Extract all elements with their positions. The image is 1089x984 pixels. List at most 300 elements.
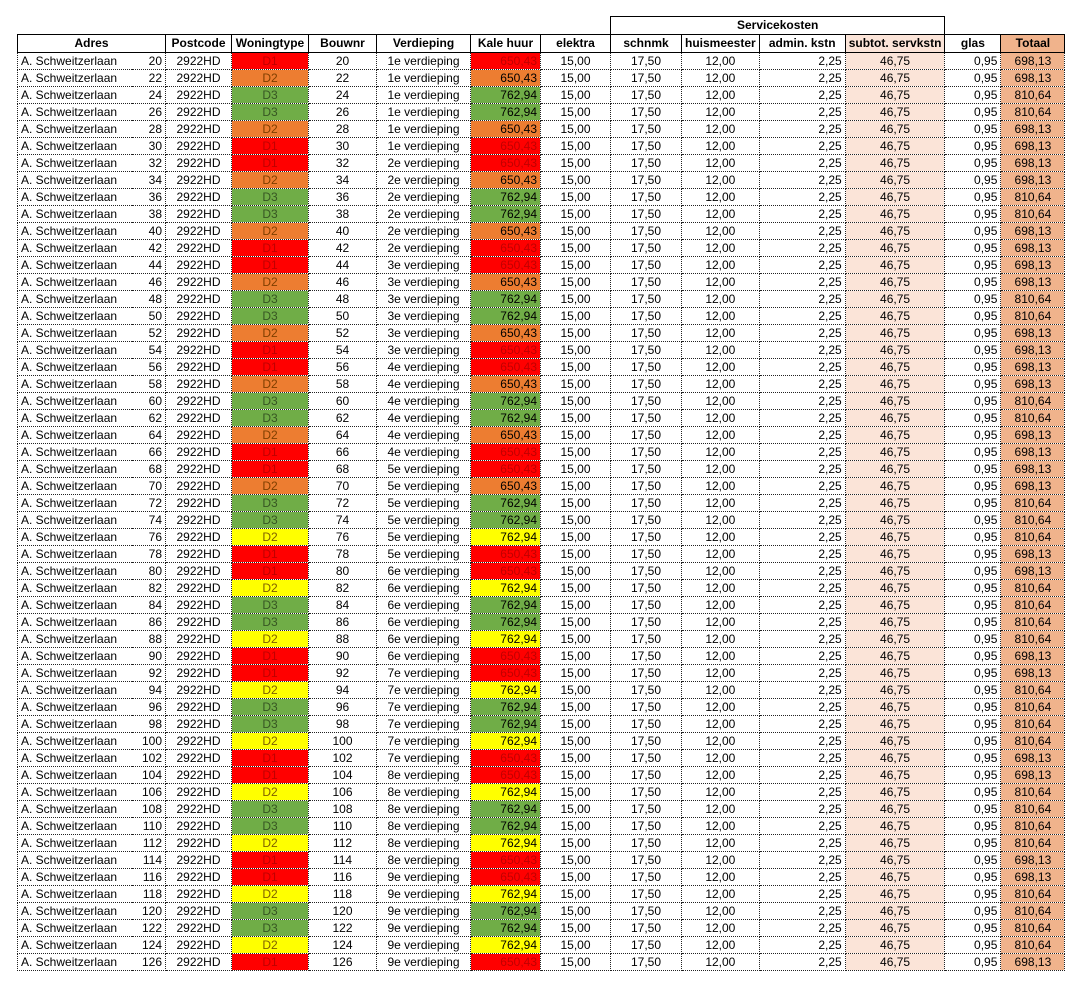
cell-postcode[interactable]: 2922HD: [166, 376, 232, 393]
cell-admin-kstn[interactable]: 2,25: [759, 121, 845, 138]
cell-kale-huur[interactable]: 650,43: [471, 325, 541, 342]
cell-elektra[interactable]: 15,00: [541, 716, 611, 733]
cell-kale-huur[interactable]: 762,94: [471, 410, 541, 427]
cell-elektra[interactable]: 15,00: [541, 631, 611, 648]
cell-totaal[interactable]: 698,13: [1001, 444, 1065, 461]
cell-kale-huur[interactable]: 650,43: [471, 427, 541, 444]
cell-woningtype[interactable]: D3: [232, 699, 309, 716]
cell-woningtype[interactable]: D3: [232, 104, 309, 121]
cell-postcode[interactable]: 2922HD: [166, 172, 232, 189]
cell-glas[interactable]: 0,95: [945, 155, 1001, 172]
cell-glas[interactable]: 0,95: [945, 138, 1001, 155]
cell-kale-huur[interactable]: 650,43: [471, 546, 541, 563]
cell-bouwnr[interactable]: 62: [309, 410, 377, 427]
cell-verdieping[interactable]: 8e verdieping: [377, 784, 471, 801]
cell-totaal[interactable]: 698,13: [1001, 240, 1065, 257]
cell-postcode[interactable]: 2922HD: [166, 699, 232, 716]
cell-glas[interactable]: 0,95: [945, 410, 1001, 427]
cell-subtotal[interactable]: 46,75: [845, 308, 945, 325]
cell-postcode[interactable]: 2922HD: [166, 614, 232, 631]
cell-verdieping[interactable]: 4e verdieping: [377, 359, 471, 376]
cell-woningtype[interactable]: D3: [232, 206, 309, 223]
cell-admin-kstn[interactable]: 2,25: [759, 648, 845, 665]
cell-glas[interactable]: 0,95: [945, 665, 1001, 682]
cell-subtotal[interactable]: 46,75: [845, 155, 945, 172]
cell-subtotal[interactable]: 46,75: [845, 529, 945, 546]
cell-admin-kstn[interactable]: 2,25: [759, 937, 845, 954]
cell-glas[interactable]: 0,95: [945, 563, 1001, 580]
cell-subtotal[interactable]: 46,75: [845, 359, 945, 376]
cell-glas[interactable]: 0,95: [945, 172, 1001, 189]
cell-postcode[interactable]: 2922HD: [166, 308, 232, 325]
cell-glas[interactable]: 0,95: [945, 767, 1001, 784]
cell-house-number[interactable]: 96: [132, 699, 166, 716]
cell-woningtype[interactable]: D3: [232, 308, 309, 325]
cell-house-number[interactable]: 60: [132, 393, 166, 410]
cell-totaal[interactable]: 698,13: [1001, 53, 1065, 70]
cell-schnmk[interactable]: 17,50: [611, 512, 682, 529]
cell-bouwnr[interactable]: 20: [309, 53, 377, 70]
cell-bouwnr[interactable]: 94: [309, 682, 377, 699]
cell-elektra[interactable]: 15,00: [541, 682, 611, 699]
cell-kale-huur[interactable]: 650,43: [471, 954, 541, 971]
cell-elektra[interactable]: 15,00: [541, 274, 611, 291]
cell-totaal[interactable]: 810,64: [1001, 104, 1065, 121]
cell-bouwnr[interactable]: 88: [309, 631, 377, 648]
cell-woningtype[interactable]: D2: [232, 529, 309, 546]
cell-elektra[interactable]: 15,00: [541, 478, 611, 495]
cell-elektra[interactable]: 15,00: [541, 308, 611, 325]
cell-kale-huur[interactable]: 650,43: [471, 563, 541, 580]
cell-woningtype[interactable]: D3: [232, 189, 309, 206]
cell-postcode[interactable]: 2922HD: [166, 223, 232, 240]
cell-subtotal[interactable]: 46,75: [845, 410, 945, 427]
cell-postcode[interactable]: 2922HD: [166, 631, 232, 648]
cell-woningtype[interactable]: D1: [232, 750, 309, 767]
cell-verdieping[interactable]: 2e verdieping: [377, 172, 471, 189]
cell-elektra[interactable]: 15,00: [541, 733, 611, 750]
cell-elektra[interactable]: 15,00: [541, 342, 611, 359]
cell-huismeester[interactable]: 12,00: [682, 920, 760, 937]
cell-verdieping[interactable]: 5e verdieping: [377, 478, 471, 495]
cell-street[interactable]: A. Schweitzerlaan: [18, 359, 132, 376]
cell-elektra[interactable]: 15,00: [541, 665, 611, 682]
cell-woningtype[interactable]: D1: [232, 444, 309, 461]
cell-elektra[interactable]: 15,00: [541, 835, 611, 852]
cell-postcode[interactable]: 2922HD: [166, 53, 232, 70]
cell-subtotal[interactable]: 46,75: [845, 172, 945, 189]
cell-house-number[interactable]: 40: [132, 223, 166, 240]
cell-elektra[interactable]: 15,00: [541, 121, 611, 138]
cell-huismeester[interactable]: 12,00: [682, 70, 760, 87]
cell-postcode[interactable]: 2922HD: [166, 818, 232, 835]
cell-kale-huur[interactable]: 650,43: [471, 750, 541, 767]
cell-glas[interactable]: 0,95: [945, 920, 1001, 937]
cell-glas[interactable]: 0,95: [945, 835, 1001, 852]
cell-schnmk[interactable]: 17,50: [611, 427, 682, 444]
cell-huismeester[interactable]: 12,00: [682, 563, 760, 580]
cell-admin-kstn[interactable]: 2,25: [759, 274, 845, 291]
cell-totaal[interactable]: 810,64: [1001, 784, 1065, 801]
cell-street[interactable]: A. Schweitzerlaan: [18, 546, 132, 563]
cell-schnmk[interactable]: 17,50: [611, 87, 682, 104]
cell-woningtype[interactable]: D2: [232, 784, 309, 801]
cell-house-number[interactable]: 114: [132, 852, 166, 869]
cell-street[interactable]: A. Schweitzerlaan: [18, 155, 132, 172]
cell-admin-kstn[interactable]: 2,25: [759, 70, 845, 87]
cell-admin-kstn[interactable]: 2,25: [759, 784, 845, 801]
cell-huismeester[interactable]: 12,00: [682, 818, 760, 835]
cell-admin-kstn[interactable]: 2,25: [759, 138, 845, 155]
cell-admin-kstn[interactable]: 2,25: [759, 614, 845, 631]
cell-totaal[interactable]: 810,64: [1001, 920, 1065, 937]
cell-street[interactable]: A. Schweitzerlaan: [18, 393, 132, 410]
cell-house-number[interactable]: 20: [132, 53, 166, 70]
cell-glas[interactable]: 0,95: [945, 937, 1001, 954]
cell-schnmk[interactable]: 17,50: [611, 376, 682, 393]
cell-elektra[interactable]: 15,00: [541, 529, 611, 546]
cell-house-number[interactable]: 94: [132, 682, 166, 699]
cell-verdieping[interactable]: 2e verdieping: [377, 155, 471, 172]
cell-huismeester[interactable]: 12,00: [682, 223, 760, 240]
cell-postcode[interactable]: 2922HD: [166, 869, 232, 886]
cell-street[interactable]: A. Schweitzerlaan: [18, 631, 132, 648]
cell-subtotal[interactable]: 46,75: [845, 444, 945, 461]
cell-verdieping[interactable]: 9e verdieping: [377, 886, 471, 903]
cell-kale-huur[interactable]: 762,94: [471, 886, 541, 903]
cell-kale-huur[interactable]: 762,94: [471, 308, 541, 325]
cell-verdieping[interactable]: 3e verdieping: [377, 291, 471, 308]
cell-totaal[interactable]: 698,13: [1001, 767, 1065, 784]
col-header-totaal[interactable]: Totaal: [1001, 35, 1065, 53]
cell-bouwnr[interactable]: 34: [309, 172, 377, 189]
cell-woningtype[interactable]: D1: [232, 546, 309, 563]
cell-glas[interactable]: 0,95: [945, 512, 1001, 529]
cell-verdieping[interactable]: 1e verdieping: [377, 121, 471, 138]
cell-kale-huur[interactable]: 762,94: [471, 733, 541, 750]
cell-totaal[interactable]: 810,64: [1001, 597, 1065, 614]
cell-house-number[interactable]: 110: [132, 818, 166, 835]
cell-admin-kstn[interactable]: 2,25: [759, 87, 845, 104]
cell-admin-kstn[interactable]: 2,25: [759, 342, 845, 359]
cell-verdieping[interactable]: 7e verdieping: [377, 665, 471, 682]
cell-house-number[interactable]: 52: [132, 325, 166, 342]
cell-house-number[interactable]: 58: [132, 376, 166, 393]
cell-admin-kstn[interactable]: 2,25: [759, 580, 845, 597]
cell-schnmk[interactable]: 17,50: [611, 274, 682, 291]
cell-schnmk[interactable]: 17,50: [611, 478, 682, 495]
cell-kale-huur[interactable]: 762,94: [471, 835, 541, 852]
cell-huismeester[interactable]: 12,00: [682, 138, 760, 155]
cell-street[interactable]: A. Schweitzerlaan: [18, 937, 132, 954]
cell-street[interactable]: A. Schweitzerlaan: [18, 682, 132, 699]
cell-bouwnr[interactable]: 100: [309, 733, 377, 750]
cell-schnmk[interactable]: 17,50: [611, 121, 682, 138]
cell-verdieping[interactable]: 4e verdieping: [377, 427, 471, 444]
cell-verdieping[interactable]: 8e verdieping: [377, 818, 471, 835]
cell-bouwnr[interactable]: 90: [309, 648, 377, 665]
cell-huismeester[interactable]: 12,00: [682, 495, 760, 512]
cell-totaal[interactable]: 698,13: [1001, 172, 1065, 189]
cell-elektra[interactable]: 15,00: [541, 461, 611, 478]
cell-glas[interactable]: 0,95: [945, 818, 1001, 835]
cell-kale-huur[interactable]: 762,94: [471, 716, 541, 733]
cell-elektra[interactable]: 15,00: [541, 393, 611, 410]
cell-bouwnr[interactable]: 40: [309, 223, 377, 240]
cell-admin-kstn[interactable]: 2,25: [759, 512, 845, 529]
cell-bouwnr[interactable]: 120: [309, 903, 377, 920]
cell-totaal[interactable]: 698,13: [1001, 325, 1065, 342]
cell-kale-huur[interactable]: 762,94: [471, 597, 541, 614]
cell-postcode[interactable]: 2922HD: [166, 563, 232, 580]
cell-huismeester[interactable]: 12,00: [682, 597, 760, 614]
cell-schnmk[interactable]: 17,50: [611, 903, 682, 920]
cell-house-number[interactable]: 102: [132, 750, 166, 767]
cell-bouwnr[interactable]: 98: [309, 716, 377, 733]
cell-woningtype[interactable]: D2: [232, 121, 309, 138]
cell-postcode[interactable]: 2922HD: [166, 920, 232, 937]
cell-bouwnr[interactable]: 76: [309, 529, 377, 546]
cell-bouwnr[interactable]: 72: [309, 495, 377, 512]
cell-house-number[interactable]: 106: [132, 784, 166, 801]
cell-subtotal[interactable]: 46,75: [845, 512, 945, 529]
cell-kale-huur[interactable]: 650,43: [471, 665, 541, 682]
cell-woningtype[interactable]: D2: [232, 478, 309, 495]
cell-schnmk[interactable]: 17,50: [611, 869, 682, 886]
cell-woningtype[interactable]: D3: [232, 614, 309, 631]
cell-huismeester[interactable]: 12,00: [682, 699, 760, 716]
cell-glas[interactable]: 0,95: [945, 546, 1001, 563]
cell-glas[interactable]: 0,95: [945, 682, 1001, 699]
cell-postcode[interactable]: 2922HD: [166, 648, 232, 665]
cell-totaal[interactable]: 810,64: [1001, 937, 1065, 954]
cell-house-number[interactable]: 126: [132, 954, 166, 971]
cell-glas[interactable]: 0,95: [945, 240, 1001, 257]
cell-woningtype[interactable]: D3: [232, 716, 309, 733]
cell-house-number[interactable]: 56: [132, 359, 166, 376]
cell-kale-huur[interactable]: 650,43: [471, 121, 541, 138]
cell-verdieping[interactable]: 4e verdieping: [377, 410, 471, 427]
cell-subtotal[interactable]: 46,75: [845, 920, 945, 937]
cell-huismeester[interactable]: 12,00: [682, 291, 760, 308]
cell-bouwnr[interactable]: 116: [309, 869, 377, 886]
cell-huismeester[interactable]: 12,00: [682, 359, 760, 376]
cell-glas[interactable]: 0,95: [945, 206, 1001, 223]
cell-subtotal[interactable]: 46,75: [845, 206, 945, 223]
cell-elektra[interactable]: 15,00: [541, 291, 611, 308]
cell-bouwnr[interactable]: 42: [309, 240, 377, 257]
cell-verdieping[interactable]: 1e verdieping: [377, 138, 471, 155]
cell-postcode[interactable]: 2922HD: [166, 478, 232, 495]
cell-totaal[interactable]: 698,13: [1001, 274, 1065, 291]
cell-house-number[interactable]: 64: [132, 427, 166, 444]
cell-woningtype[interactable]: D2: [232, 835, 309, 852]
cell-totaal[interactable]: 698,13: [1001, 223, 1065, 240]
cell-admin-kstn[interactable]: 2,25: [759, 801, 845, 818]
cell-verdieping[interactable]: 4e verdieping: [377, 393, 471, 410]
cell-verdieping[interactable]: 4e verdieping: [377, 376, 471, 393]
cell-bouwnr[interactable]: 84: [309, 597, 377, 614]
cell-street[interactable]: A. Schweitzerlaan: [18, 597, 132, 614]
cell-totaal[interactable]: 810,64: [1001, 682, 1065, 699]
cell-postcode[interactable]: 2922HD: [166, 529, 232, 546]
cell-glas[interactable]: 0,95: [945, 444, 1001, 461]
cell-huismeester[interactable]: 12,00: [682, 886, 760, 903]
cell-house-number[interactable]: 122: [132, 920, 166, 937]
cell-subtotal[interactable]: 46,75: [845, 240, 945, 257]
cell-admin-kstn[interactable]: 2,25: [759, 155, 845, 172]
cell-huismeester[interactable]: 12,00: [682, 529, 760, 546]
cell-subtotal[interactable]: 46,75: [845, 563, 945, 580]
cell-verdieping[interactable]: 5e verdieping: [377, 512, 471, 529]
cell-huismeester[interactable]: 12,00: [682, 546, 760, 563]
cell-schnmk[interactable]: 17,50: [611, 308, 682, 325]
cell-huismeester[interactable]: 12,00: [682, 954, 760, 971]
cell-house-number[interactable]: 76: [132, 529, 166, 546]
cell-elektra[interactable]: 15,00: [541, 546, 611, 563]
cell-postcode[interactable]: 2922HD: [166, 682, 232, 699]
cell-kale-huur[interactable]: 650,43: [471, 70, 541, 87]
cell-house-number[interactable]: 90: [132, 648, 166, 665]
col-header-schnmk[interactable]: schnmk: [611, 35, 682, 53]
cell-huismeester[interactable]: 12,00: [682, 53, 760, 70]
cell-subtotal[interactable]: 46,75: [845, 342, 945, 359]
cell-postcode[interactable]: 2922HD: [166, 70, 232, 87]
cell-street[interactable]: A. Schweitzerlaan: [18, 70, 132, 87]
cell-glas[interactable]: 0,95: [945, 614, 1001, 631]
cell-glas[interactable]: 0,95: [945, 784, 1001, 801]
cell-street[interactable]: A. Schweitzerlaan: [18, 886, 132, 903]
cell-postcode[interactable]: 2922HD: [166, 512, 232, 529]
cell-elektra[interactable]: 15,00: [541, 240, 611, 257]
cell-glas[interactable]: 0,95: [945, 699, 1001, 716]
cell-elektra[interactable]: 15,00: [541, 954, 611, 971]
cell-schnmk[interactable]: 17,50: [611, 240, 682, 257]
cell-admin-kstn[interactable]: 2,25: [759, 767, 845, 784]
cell-verdieping[interactable]: 6e verdieping: [377, 648, 471, 665]
cell-bouwnr[interactable]: 46: [309, 274, 377, 291]
cell-elektra[interactable]: 15,00: [541, 580, 611, 597]
cell-huismeester[interactable]: 12,00: [682, 665, 760, 682]
cell-totaal[interactable]: 698,13: [1001, 70, 1065, 87]
cell-totaal[interactable]: 810,64: [1001, 291, 1065, 308]
cell-woningtype[interactable]: D3: [232, 597, 309, 614]
col-header-huismeester[interactable]: huismeester: [682, 35, 760, 53]
cell-woningtype[interactable]: D3: [232, 393, 309, 410]
cell-house-number[interactable]: 46: [132, 274, 166, 291]
cell-totaal[interactable]: 698,13: [1001, 427, 1065, 444]
cell-admin-kstn[interactable]: 2,25: [759, 631, 845, 648]
cell-glas[interactable]: 0,95: [945, 359, 1001, 376]
cell-huismeester[interactable]: 12,00: [682, 393, 760, 410]
cell-totaal[interactable]: 810,64: [1001, 393, 1065, 410]
cell-totaal[interactable]: 698,13: [1001, 852, 1065, 869]
cell-postcode[interactable]: 2922HD: [166, 750, 232, 767]
cell-postcode[interactable]: 2922HD: [166, 886, 232, 903]
cell-kale-huur[interactable]: 762,94: [471, 189, 541, 206]
cell-street[interactable]: A. Schweitzerlaan: [18, 818, 132, 835]
cell-kale-huur[interactable]: 762,94: [471, 699, 541, 716]
cell-woningtype[interactable]: D2: [232, 172, 309, 189]
cell-elektra[interactable]: 15,00: [541, 563, 611, 580]
cell-kale-huur[interactable]: 650,43: [471, 257, 541, 274]
cell-woningtype[interactable]: D3: [232, 291, 309, 308]
cell-kale-huur[interactable]: 762,94: [471, 512, 541, 529]
cell-totaal[interactable]: 698,13: [1001, 750, 1065, 767]
col-header-woningtype[interactable]: Woningtype: [232, 35, 309, 53]
cell-woningtype[interactable]: D1: [232, 138, 309, 155]
cell-admin-kstn[interactable]: 2,25: [759, 104, 845, 121]
cell-street[interactable]: A. Schweitzerlaan: [18, 614, 132, 631]
cell-house-number[interactable]: 118: [132, 886, 166, 903]
cell-woningtype[interactable]: D1: [232, 869, 309, 886]
cell-woningtype[interactable]: D1: [232, 852, 309, 869]
cell-subtotal[interactable]: 46,75: [845, 121, 945, 138]
cell-schnmk[interactable]: 17,50: [611, 291, 682, 308]
col-header-kale-huur[interactable]: Kale huur: [471, 35, 541, 53]
cell-schnmk[interactable]: 17,50: [611, 461, 682, 478]
cell-glas[interactable]: 0,95: [945, 189, 1001, 206]
cell-huismeester[interactable]: 12,00: [682, 937, 760, 954]
cell-subtotal[interactable]: 46,75: [845, 784, 945, 801]
cell-woningtype[interactable]: D1: [232, 155, 309, 172]
cell-kale-huur[interactable]: 762,94: [471, 937, 541, 954]
cell-subtotal[interactable]: 46,75: [845, 325, 945, 342]
cell-woningtype[interactable]: D1: [232, 461, 309, 478]
cell-admin-kstn[interactable]: 2,25: [759, 393, 845, 410]
cell-totaal[interactable]: 810,64: [1001, 716, 1065, 733]
cell-glas[interactable]: 0,95: [945, 597, 1001, 614]
cell-bouwnr[interactable]: 118: [309, 886, 377, 903]
cell-kale-huur[interactable]: 650,43: [471, 223, 541, 240]
cell-subtotal[interactable]: 46,75: [845, 257, 945, 274]
cell-elektra[interactable]: 15,00: [541, 495, 611, 512]
cell-kale-huur[interactable]: 762,94: [471, 104, 541, 121]
cell-subtotal[interactable]: 46,75: [845, 274, 945, 291]
cell-kale-huur[interactable]: 762,94: [471, 801, 541, 818]
cell-elektra[interactable]: 15,00: [541, 410, 611, 427]
cell-totaal[interactable]: 810,64: [1001, 733, 1065, 750]
cell-woningtype[interactable]: D2: [232, 580, 309, 597]
cell-verdieping[interactable]: 9e verdieping: [377, 937, 471, 954]
cell-subtotal[interactable]: 46,75: [845, 495, 945, 512]
cell-postcode[interactable]: 2922HD: [166, 410, 232, 427]
cell-verdieping[interactable]: 5e verdieping: [377, 461, 471, 478]
cell-elektra[interactable]: 15,00: [541, 869, 611, 886]
cell-verdieping[interactable]: 8e verdieping: [377, 767, 471, 784]
cell-huismeester[interactable]: 12,00: [682, 172, 760, 189]
cell-woningtype[interactable]: D2: [232, 631, 309, 648]
cell-schnmk[interactable]: 17,50: [611, 937, 682, 954]
cell-totaal[interactable]: 698,13: [1001, 478, 1065, 495]
cell-bouwnr[interactable]: 30: [309, 138, 377, 155]
cell-postcode[interactable]: 2922HD: [166, 580, 232, 597]
cell-kale-huur[interactable]: 762,94: [471, 631, 541, 648]
cell-verdieping[interactable]: 6e verdieping: [377, 597, 471, 614]
cell-house-number[interactable]: 92: [132, 665, 166, 682]
cell-street[interactable]: A. Schweitzerlaan: [18, 427, 132, 444]
cell-woningtype[interactable]: D2: [232, 325, 309, 342]
cell-street[interactable]: A. Schweitzerlaan: [18, 274, 132, 291]
cell-admin-kstn[interactable]: 2,25: [759, 53, 845, 70]
cell-postcode[interactable]: 2922HD: [166, 954, 232, 971]
cell-glas[interactable]: 0,95: [945, 733, 1001, 750]
cell-subtotal[interactable]: 46,75: [845, 682, 945, 699]
cell-kale-huur[interactable]: 762,94: [471, 580, 541, 597]
cell-kale-huur[interactable]: 650,43: [471, 240, 541, 257]
cell-bouwnr[interactable]: 58: [309, 376, 377, 393]
cell-woningtype[interactable]: D2: [232, 886, 309, 903]
